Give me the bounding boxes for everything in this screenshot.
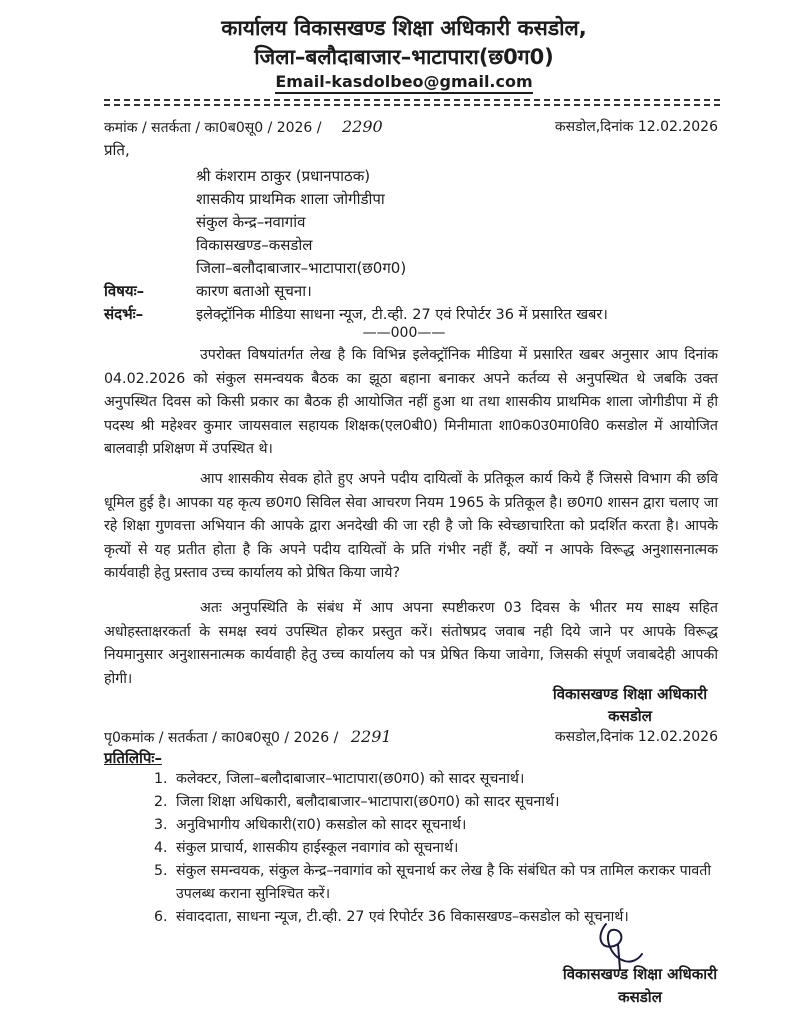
body-paragraph-3: अतः अनुपस्थिति के संबंध में आप अपना स्पष्टीकरण 03 दिवस के भीतर मय साक्ष्य सहित अधोहस्ताक्षरकर्ता के समक्ष स्वयं उपस्थित होकर प्रस्तुत करें। संतोषप्रद जवाब नही दिये जाने पर आपके विरूद्ध नियमानुसार अनुशासनात्मक कार्यवाही हेतु उच्च कार्यालय को पत्र प्रेषित किया जावेगा, जिसकी संपूर्ण जवाबदेही आपकी होगी।	[104, 600, 718, 687]
district-title: जिला–बलौदाबाजार–भाटापारा(छ0ग0)	[254, 45, 554, 69]
list-item: 3. अनुविभागीय अधिकारी(रा0) कसडोल को सादर सूचनार्थ।	[172, 814, 732, 837]
place-date: कसडोल,दिनांक 12.02.2026	[554, 119, 718, 135]
list-item: 2. जिला शिक्षा अधिकारी, बलौदाबाजार–भाटापारा(छ0ग0) को सादर सूचनार्थ।	[172, 791, 732, 814]
list-item: 4. संकुल प्राचार्य, शासकीय हाईस्कूल नवागांव को सूचनार्थ।	[172, 837, 732, 860]
addressee-line: विकासखण्ड–कसडोल	[196, 236, 313, 254]
body-paragraph-1: उपरोक्त विषयांतर्गत लेख है कि विभिन्न इलेक्ट्रॉनिक मीडिया में प्रसारित खबर अनुसार आप दिनांक 04.02.2026 को संकुल समन्वयक बैठक का झूठा बहाना बनाकर अपने कर्तव्य से अनुपस्थित थे जबकि उक्त अनुपस्थित दिवस को किसी प्रकार का बैठक ही आयोजित नहीं हुआ था तथा शासकीय प्राथमिक शाला जोगीडीपा में ही पदस्थ श्री महेश्वर कुमार जायसवाल सहायक शिक्षक(एल0बी0) मिनीमाता शा0क0उ0मा0वि0 कसडोल में आयोजित बालवाड़ी प्रशिक्षण में उपस्थित थे।	[104, 347, 718, 457]
final-signatory-place: कसडोल	[618, 988, 662, 1006]
header-divider-bottom	[104, 104, 720, 106]
header-divider-top	[104, 99, 720, 101]
section-divider: ——000——	[362, 325, 446, 341]
letter-number: कमांक / सतर्कता / का0ब0सू0 / 2026 / 2290	[104, 117, 383, 136]
copy-label: प्रतिलिपिः–	[104, 749, 162, 767]
subject-text: कारण बताओ सूचना।	[196, 282, 312, 300]
signatory-place: कसडोल	[608, 707, 652, 725]
reference-label: संदर्भः–	[104, 305, 144, 323]
to-label: प्रति,	[104, 141, 130, 159]
endorsement-number: पृ0कमांक / सतर्कता / का0ब0सू0 / 2026 / 2291	[104, 727, 392, 746]
list-item: 1. कलेक्टर, जिला–बलौदाबाजार–भाटापारा(छ0ग0) को सादर सूचनार्थ।	[172, 768, 732, 791]
final-signatory-designation: विकासखण्ड शिक्षा अधिकारी	[562, 965, 718, 983]
copy-list	[144, 768, 732, 929]
addressee-line: शासकीय प्राथमिक शाला जोगीडीपा	[196, 190, 385, 208]
list-item: 6. संवाददाता, साधना न्यूज, टी.व्ही. 27 एवं रिपोर्टर 36 विकासखण्ड–कसडोल को सूचनार्थ।	[172, 906, 732, 929]
addressee-line: संकुल केन्द्र–नवागांव	[196, 213, 306, 231]
signatory-designation: विकासखण्ड शिक्षा अधिकारी	[552, 685, 708, 703]
addressee-line: श्री कंशराम ठाकुर (प्रधानपाठक)	[196, 167, 371, 185]
handwritten-number: 2290	[341, 117, 383, 136]
office-title: कार्यालय विकासखण्ड शिक्षा अधिकारी कसडोल,	[221, 16, 587, 40]
subject-label: विषयः–	[104, 282, 145, 300]
list-item: 5. संकुल समन्वयक, संकुल केन्द्र–नवागांव को सूचनार्थ कर लेख है कि संबंधित को पत्र तामिल कराकर पावती उपलब्ध कराना सुनिश्चित करें।	[172, 860, 732, 906]
reference-text: इलेक्ट्रॉनिक मीडिया साधना न्यूज, टी.व्ही. 27 एवं रिपोर्टर 36 में प्रसारित खबर।	[196, 307, 608, 323]
endorsement-place-date: कसडोल,दिनांक 12.02.2026	[554, 729, 718, 745]
addressee-line: जिला–बलौदाबाजार–भाटापारा(छ0ग0)	[196, 259, 407, 277]
handwritten-number: 2291	[350, 727, 392, 746]
body-paragraph-2: आप शासकीय सेवक होते हुए अपने पदीय दायित्वों के प्रतिकूल कार्य किये हैं जिससे विभाग की छवि धूमिल हुई है। आपका यह कृत्य छ0ग0 सिविल सेवा आचरण नियम 1965 के प्रतिकूल है। छ0ग0 शासन द्वारा चलाए जा रहे शिक्षा गुणवत्ता अभियान की आपके द्वारा अनदेखी की जा रही है जो कि स्वेच्छाचारिता को प्रदर्शित करता है। आपके कृत्यों से यह प्रतीत होता है कि अपने पदीय दायित्वों के प्रति गंभीर नहीं हैं, क्यों न आपके विरूद्ध अनुशासनात्मक कार्यवाही हेतु प्रस्ताव उच्च कार्यालय को प्रेषित किया जाये?	[104, 471, 718, 581]
email-address: Email-kasdolbeo@gmail.com	[0, 72, 808, 91]
